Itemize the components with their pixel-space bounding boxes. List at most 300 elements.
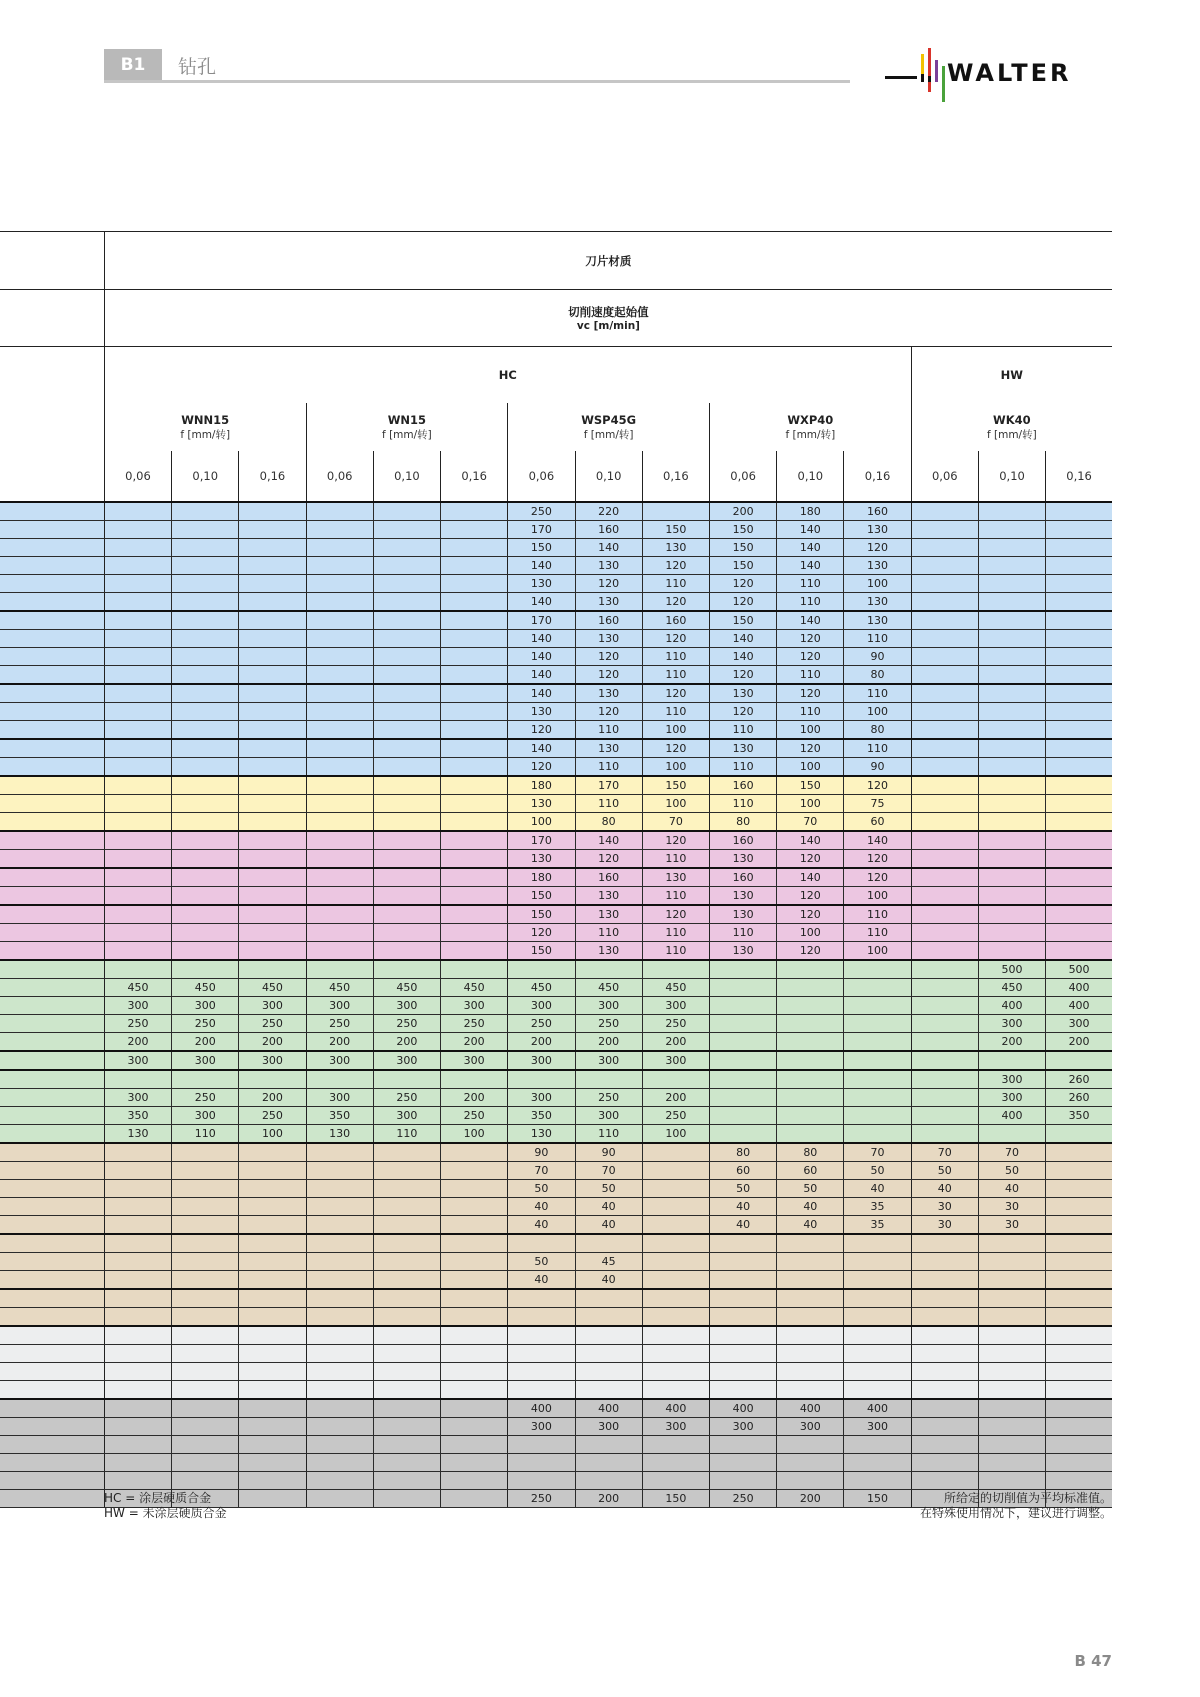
speed-cell [978, 1436, 1045, 1454]
footnote [920, 1491, 1112, 1521]
speed-cell [777, 960, 844, 979]
material-label-cell [0, 1162, 104, 1180]
speed-cell [172, 1418, 239, 1436]
speed-cell [104, 557, 171, 575]
speed-cell: 100 [777, 795, 844, 813]
speed-cell: 120 [777, 648, 844, 666]
speed-cell [306, 1271, 373, 1290]
speed-cell [911, 575, 978, 593]
speed-cell [172, 1198, 239, 1216]
feed-header: 0,10 [978, 451, 1045, 502]
speed-cell [306, 1399, 373, 1418]
material-label-cell [0, 795, 104, 813]
speed-cell: 120 [575, 703, 642, 721]
material-label-cell [0, 1107, 104, 1125]
material-label-cell [0, 1345, 104, 1363]
speed-cell [172, 1162, 239, 1180]
speed-cell [441, 868, 508, 887]
speed-cell: 200 [441, 1033, 508, 1052]
speed-cell [441, 721, 508, 740]
speed-cell [508, 1454, 575, 1472]
speed-cell [642, 1162, 709, 1180]
speed-cell [709, 1070, 776, 1089]
speed-cell: 200 [239, 1089, 306, 1107]
speed-cell: 120 [642, 831, 709, 850]
material-label-cell [0, 905, 104, 924]
speed-cell [1046, 1216, 1112, 1235]
speed-cell [777, 1089, 844, 1107]
footnote-line-1: 所给定的切削值为平均标准值。 [943, 1491, 1112, 1505]
speed-cell: 35 [844, 1216, 911, 1235]
speed-cell [239, 521, 306, 539]
speed-cell [373, 1143, 440, 1162]
speed-cell: 40 [575, 1198, 642, 1216]
speed-cell: 35 [844, 1198, 911, 1216]
speed-cell [172, 1216, 239, 1235]
speed-cell [1046, 1472, 1112, 1490]
speed-cell: 80 [844, 666, 911, 685]
speed-cell [1046, 1234, 1112, 1253]
speed-cell: 130 [709, 850, 776, 869]
speed-cell: 130 [104, 1125, 171, 1144]
speed-cell: 80 [709, 813, 776, 832]
speed-cell [911, 739, 978, 758]
speed-cell: 60 [777, 1162, 844, 1180]
speed-cell: 250 [172, 1089, 239, 1107]
speed-cell: 200 [306, 1033, 373, 1052]
speed-cell: 250 [373, 1089, 440, 1107]
speed-cell [1046, 887, 1112, 906]
speed-cell [104, 924, 171, 942]
speed-cell: 30 [978, 1216, 1045, 1235]
speed-cell: 250 [642, 1015, 709, 1033]
speed-cell: 300 [575, 997, 642, 1015]
cutting-speed-table [0, 231, 1112, 1508]
table-row [0, 1015, 1112, 1033]
speed-cell: 170 [508, 521, 575, 539]
table-row [0, 557, 1112, 575]
material-label-cell [0, 1051, 104, 1070]
material-label-cell [0, 1363, 104, 1381]
speed-cell [911, 1107, 978, 1125]
speed-cell [239, 1454, 306, 1472]
speed-cell: 300 [642, 997, 709, 1015]
speed-cell [373, 648, 440, 666]
speed-cell: 160 [709, 831, 776, 850]
speed-cell: 250 [441, 1107, 508, 1125]
speed-cell [373, 1472, 440, 1490]
speed-cell: 250 [709, 1490, 776, 1508]
speed-cell [373, 1271, 440, 1290]
speed-cell: 100 [777, 924, 844, 942]
table-row [0, 1070, 1112, 1089]
speed-cell: 160 [709, 776, 776, 795]
speed-cell [575, 1326, 642, 1345]
speed-cell [104, 575, 171, 593]
material-label-cell [0, 868, 104, 887]
speed-cell [441, 1289, 508, 1308]
speed-cell [306, 684, 373, 703]
speed-cell: 70 [575, 1162, 642, 1180]
table-row [0, 521, 1112, 539]
speed-cell [978, 1253, 1045, 1271]
speed-cell: 130 [575, 887, 642, 906]
speed-cell [575, 1070, 642, 1089]
speed-cell: 110 [844, 905, 911, 924]
speed-cell: 300 [239, 1051, 306, 1070]
speed-cell: 400 [508, 1399, 575, 1418]
speed-cell [844, 1436, 911, 1454]
speed-cell [709, 1326, 776, 1345]
speed-cell [642, 1381, 709, 1400]
speed-cell [172, 1381, 239, 1400]
speed-cell [978, 868, 1045, 887]
speed-cell: 120 [777, 905, 844, 924]
speed-cell [306, 887, 373, 906]
speed-cell [306, 502, 373, 521]
speed-cell: 250 [508, 502, 575, 521]
speed-cell [1046, 557, 1112, 575]
speed-cell: 50 [709, 1180, 776, 1198]
speed-cell [172, 1472, 239, 1490]
speed-cell [911, 539, 978, 557]
speed-cell [172, 1289, 239, 1308]
table-row [0, 1234, 1112, 1253]
speed-cell: 110 [642, 887, 709, 906]
speed-cell [441, 666, 508, 685]
speed-cell: 50 [575, 1180, 642, 1198]
speed-cell [911, 868, 978, 887]
speed-cell: 120 [777, 630, 844, 648]
speed-cell: 140 [844, 831, 911, 850]
speed-cell: 400 [777, 1399, 844, 1418]
speed-cell: 250 [642, 1107, 709, 1125]
speed-cell [441, 703, 508, 721]
speed-cell: 140 [508, 630, 575, 648]
speed-cell: 70 [978, 1143, 1045, 1162]
speed-cell [777, 979, 844, 997]
speed-cell: 300 [373, 997, 440, 1015]
speed-cell [306, 1289, 373, 1308]
speed-cell: 250 [172, 1015, 239, 1033]
speed-cell: 140 [777, 557, 844, 575]
table-row [0, 1198, 1112, 1216]
speed-cell: 250 [104, 1015, 171, 1033]
speed-cell [911, 1436, 978, 1454]
speed-cell [978, 666, 1045, 685]
speed-cell: 40 [844, 1180, 911, 1198]
table-row [0, 758, 1112, 777]
speed-cell [1046, 1418, 1112, 1436]
speed-cell [172, 960, 239, 979]
speed-cell [709, 1308, 776, 1327]
speed-cell: 300 [978, 1089, 1045, 1107]
material-label-cell [0, 979, 104, 997]
speed-cell: 120 [642, 905, 709, 924]
grade-header: WSP45G f [mm/转] [508, 403, 710, 451]
speed-cell: 90 [844, 758, 911, 777]
speed-cell [306, 575, 373, 593]
speed-cell [306, 1436, 373, 1454]
speed-cell [239, 666, 306, 685]
speed-cell: 110 [844, 684, 911, 703]
speed-cell [239, 1143, 306, 1162]
speed-cell [441, 1271, 508, 1290]
speed-cell: 40 [508, 1216, 575, 1235]
speed-cell [575, 1289, 642, 1308]
speed-cell [373, 868, 440, 887]
speed-cell: 110 [373, 1125, 440, 1144]
speed-cell [911, 1089, 978, 1107]
speed-cell [239, 868, 306, 887]
speed-cell: 110 [642, 575, 709, 593]
speed-cell [172, 539, 239, 557]
speed-cell: 120 [575, 666, 642, 685]
speed-cell: 110 [642, 648, 709, 666]
feed-header: 0,10 [575, 451, 642, 502]
speed-cell [709, 960, 776, 979]
speed-cell [844, 997, 911, 1015]
material-label-cell [0, 575, 104, 593]
speed-cell [978, 1051, 1045, 1070]
speed-cell: 120 [642, 739, 709, 758]
speed-cell [441, 795, 508, 813]
speed-cell [172, 1308, 239, 1327]
speed-cell [777, 1472, 844, 1490]
speed-cell: 110 [172, 1125, 239, 1144]
speed-cell [172, 1326, 239, 1345]
speed-cell [104, 1345, 171, 1363]
speed-cell [239, 684, 306, 703]
speed-cell [172, 593, 239, 612]
speed-cell [373, 1308, 440, 1327]
speed-cell: 250 [508, 1490, 575, 1508]
speed-cell: 130 [709, 887, 776, 906]
speed-cell: 120 [642, 684, 709, 703]
speed-cell [441, 1399, 508, 1418]
speed-cell [709, 997, 776, 1015]
speed-cell [239, 831, 306, 850]
speed-cell [441, 905, 508, 924]
speed-cell [844, 1253, 911, 1271]
speed-cell [978, 1399, 1045, 1418]
speed-cell [306, 1308, 373, 1327]
speed-cell [508, 1436, 575, 1454]
material-label-cell [0, 1454, 104, 1472]
speed-cell: 400 [978, 997, 1045, 1015]
speed-cell [441, 813, 508, 832]
speed-cell [172, 776, 239, 795]
speed-cell [911, 611, 978, 630]
speed-cell: 100 [844, 942, 911, 961]
table-row [0, 1216, 1112, 1235]
speed-cell [911, 960, 978, 979]
speed-cell [172, 521, 239, 539]
speed-cell: 160 [844, 502, 911, 521]
speed-cell: 130 [575, 739, 642, 758]
speed-cell [1046, 1454, 1112, 1472]
speed-cell [978, 1271, 1045, 1290]
table-row [0, 1308, 1112, 1327]
feed-header: 0,16 [642, 451, 709, 502]
speed-cell [306, 739, 373, 758]
cutting-speed-title: 切削速度起始值 [568, 305, 649, 319]
speed-cell: 300 [172, 1051, 239, 1070]
material-label-cell [0, 721, 104, 740]
legend-hw: HW = 未涂层硬质合金 [104, 1506, 227, 1520]
speed-cell [306, 521, 373, 539]
speed-cell [911, 887, 978, 906]
material-label-cell [0, 539, 104, 557]
speed-cell: 350 [104, 1107, 171, 1125]
speed-cell [978, 1345, 1045, 1363]
table-row [0, 1454, 1112, 1472]
speed-cell [1046, 1253, 1112, 1271]
speed-cell [306, 924, 373, 942]
speed-cell: 130 [844, 611, 911, 630]
table-row [0, 721, 1112, 740]
speed-cell [441, 539, 508, 557]
speed-cell: 450 [441, 979, 508, 997]
speed-cell [441, 1198, 508, 1216]
material-label-cell [0, 684, 104, 703]
speed-cell [172, 887, 239, 906]
speed-cell [373, 1070, 440, 1089]
material-label-cell [0, 611, 104, 630]
speed-cell: 100 [844, 575, 911, 593]
speed-cell [844, 1363, 911, 1381]
speed-cell: 250 [575, 1015, 642, 1033]
speed-cell [844, 1089, 911, 1107]
speed-cell: 110 [709, 795, 776, 813]
speed-cell [441, 1381, 508, 1400]
speed-cell: 400 [575, 1399, 642, 1418]
speed-cell [441, 758, 508, 777]
speed-cell: 300 [104, 1089, 171, 1107]
speed-cell: 70 [642, 813, 709, 832]
speed-cell [441, 1490, 508, 1508]
speed-cell [709, 1454, 776, 1472]
speed-cell [978, 721, 1045, 740]
speed-cell [911, 1326, 978, 1345]
speed-cell [1046, 739, 1112, 758]
speed-cell [373, 1490, 440, 1508]
material-label-cell [0, 813, 104, 832]
speed-cell: 300 [777, 1418, 844, 1436]
material-label-cell [0, 1180, 104, 1198]
table-row [0, 630, 1112, 648]
speed-cell [306, 960, 373, 979]
material-label-cell [0, 1125, 104, 1144]
speed-cell [306, 1162, 373, 1180]
speed-cell [306, 1070, 373, 1089]
speed-cell [1046, 521, 1112, 539]
speed-cell [777, 1436, 844, 1454]
speed-cell [642, 1436, 709, 1454]
speed-cell [911, 1234, 978, 1253]
speed-cell [306, 648, 373, 666]
table-row [0, 648, 1112, 666]
speed-cell [104, 795, 171, 813]
speed-cell [306, 593, 373, 612]
speed-cell [978, 758, 1045, 777]
speed-cell [642, 1271, 709, 1290]
speed-cell: 100 [508, 813, 575, 832]
speed-cell: 300 [441, 997, 508, 1015]
speed-cell: 200 [441, 1089, 508, 1107]
speed-cell [1046, 942, 1112, 961]
speed-cell [239, 703, 306, 721]
speed-cell: 300 [306, 1051, 373, 1070]
speed-cell [373, 575, 440, 593]
cutting-speed-header [104, 290, 1112, 347]
speed-cell [441, 575, 508, 593]
speed-cell: 100 [844, 703, 911, 721]
speed-cell: 130 [642, 539, 709, 557]
speed-cell [373, 739, 440, 758]
speed-cell: 450 [373, 979, 440, 997]
speed-cell [1046, 1436, 1112, 1454]
speed-cell: 130 [844, 557, 911, 575]
speed-cell [911, 521, 978, 539]
speed-cell [104, 539, 171, 557]
speed-cell [508, 1363, 575, 1381]
speed-cell [172, 502, 239, 521]
speed-cell [104, 1326, 171, 1345]
speed-cell [575, 1454, 642, 1472]
speed-cell [172, 868, 239, 887]
speed-cell [709, 1271, 776, 1290]
speed-cell [306, 776, 373, 795]
speed-cell [911, 1051, 978, 1070]
speed-cell [1046, 1289, 1112, 1308]
speed-cell [1046, 924, 1112, 942]
speed-cell [239, 1271, 306, 1290]
material-label-cell [0, 776, 104, 795]
speed-cell [239, 813, 306, 832]
speed-cell [642, 1308, 709, 1327]
material-label-cell [0, 1143, 104, 1162]
speed-cell: 120 [777, 850, 844, 869]
speed-cell [709, 1051, 776, 1070]
speed-cell [239, 1399, 306, 1418]
speed-cell [1046, 611, 1112, 630]
footnote-line-2: 在特殊使用情况下，建议进行调整。 [919, 1506, 1112, 1520]
speed-cell [911, 979, 978, 997]
material-label-cell [0, 1070, 104, 1089]
walter-logo [885, 46, 1115, 104]
speed-cell [911, 1033, 978, 1052]
speed-cell [441, 942, 508, 961]
speed-cell [1046, 776, 1112, 795]
speed-cell [306, 1198, 373, 1216]
speed-cell [911, 1381, 978, 1400]
speed-cell: 70 [911, 1143, 978, 1162]
table-row [0, 1399, 1112, 1418]
speed-cell [172, 831, 239, 850]
speed-cell [777, 1289, 844, 1308]
table-row [0, 611, 1112, 630]
speed-cell [306, 1326, 373, 1345]
speed-cell [373, 813, 440, 832]
speed-cell [239, 1418, 306, 1436]
speed-cell [239, 1345, 306, 1363]
speed-cell: 50 [777, 1180, 844, 1198]
speed-cell [441, 648, 508, 666]
table-row [0, 739, 1112, 758]
speed-cell: 500 [1046, 960, 1112, 979]
speed-cell [239, 502, 306, 521]
